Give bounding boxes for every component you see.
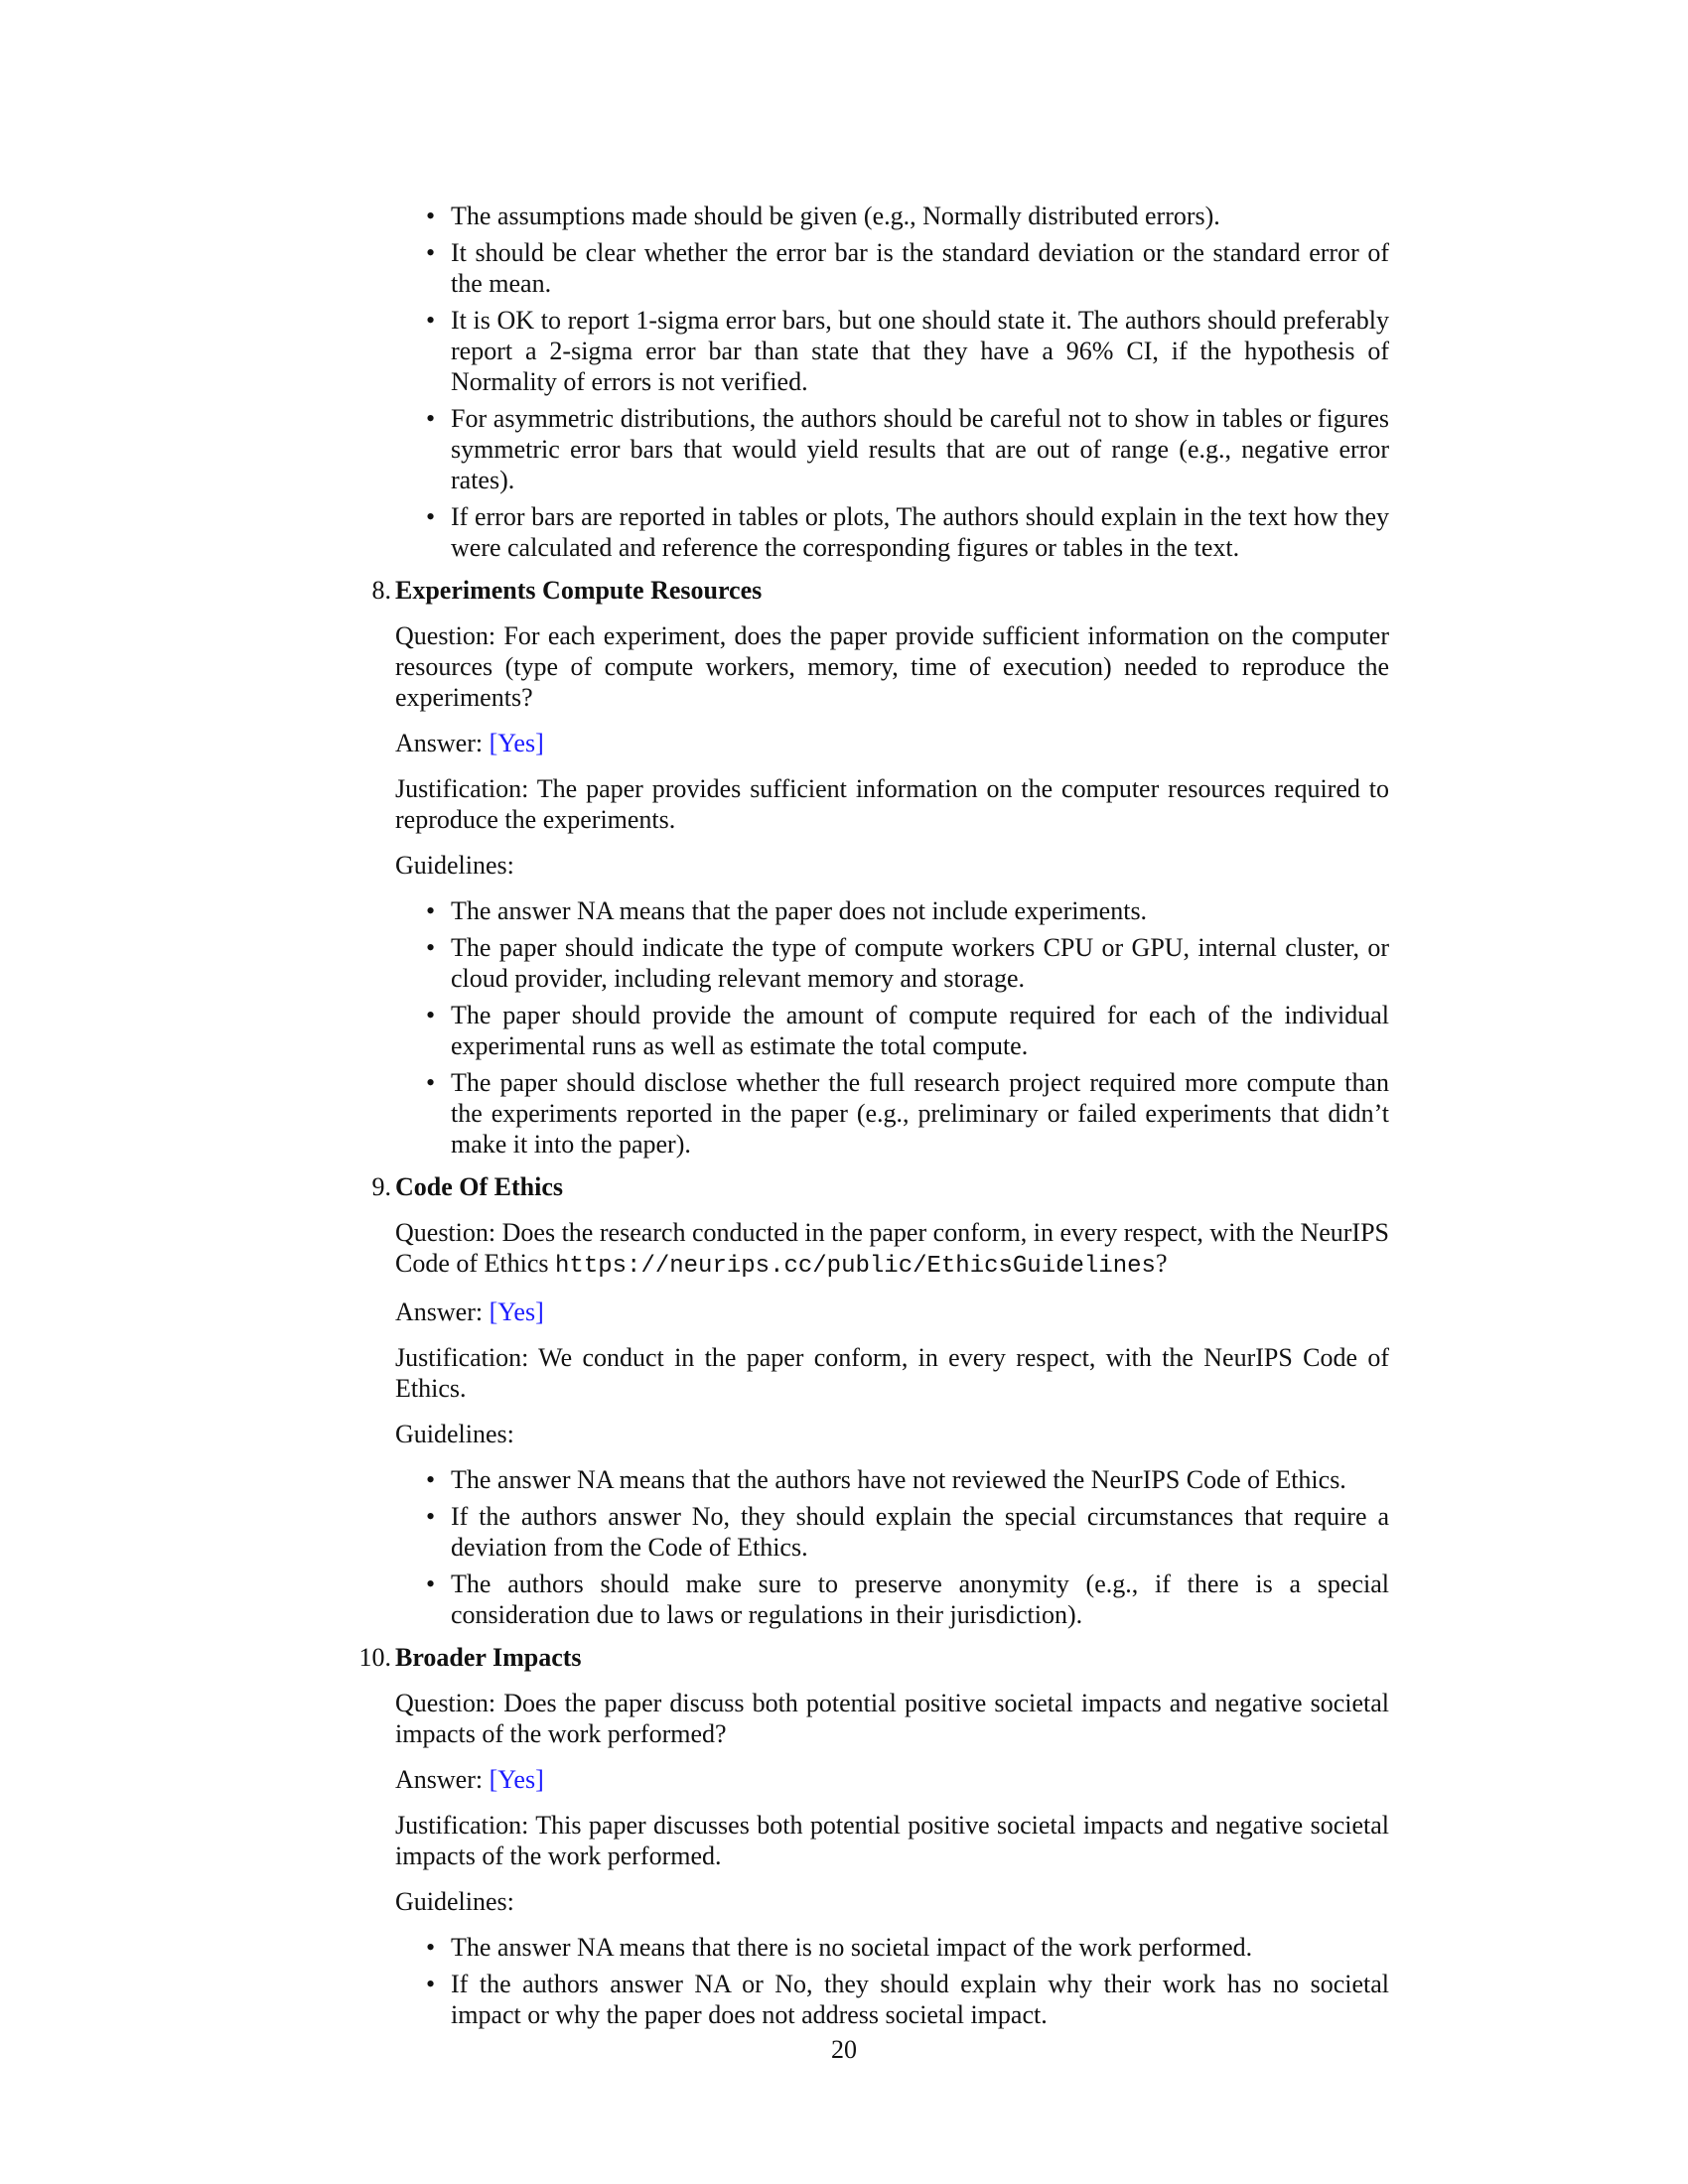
guidelines-label: Guidelines: bbox=[395, 1887, 514, 1916]
list-item: • It is OK to report 1-sigma error bars, but one should state it. The authors should preferably report a 2-sigma error bar than state that they have a 96% CI, if the hypothesis of Normality of errors is not verified. bbox=[451, 305, 1389, 397]
page-number: 20 bbox=[831, 2035, 857, 2064]
answer-label: Answer: bbox=[395, 729, 484, 757]
section-compute-resources bbox=[371, 575, 1389, 1160]
list-item: • If error bars are reported in tables or plots, The authors should explain in the text how they were calculated and reference the corresponding figures or tables in the text. bbox=[451, 501, 1389, 563]
guidelines-label: Guidelines: bbox=[395, 851, 514, 880]
answer-value-link[interactable]: [Yes] bbox=[489, 729, 544, 757]
section-broader-impacts bbox=[358, 1642, 1389, 2030]
guidelines-list bbox=[395, 1464, 1389, 1630]
section-heading bbox=[371, 1171, 1389, 1202]
list-item: • The answer NA means that the authors have not reviewed the NeurIPS Code of Ethics. bbox=[451, 1464, 1389, 1495]
answer-line bbox=[395, 1297, 1389, 1327]
list-item: • For asymmetric distributions, the authors should be careful not to show in tables or figures symmetric error bars that would yield results that are out of range (e.g., negative error rates). bbox=[451, 403, 1389, 495]
question-text: Question: For each experiment, does the paper provide sufficient information on the computer resources (type of compute workers, memory, time of execution) needed to reproduce the experiments? bbox=[395, 621, 1389, 712]
ethics-guidelines-url[interactable]: https://neurips.cc/public/EthicsGuidelines bbox=[555, 1253, 1156, 1280]
list-item: • The paper should provide the amount of compute required for each of the individual experimental runs as well as estimate the total compute. bbox=[451, 1000, 1389, 1061]
list-item: • The paper should indicate the type of compute workers CPU or GPU, internal cluster, or cloud provider, including relevant memory and storage. bbox=[451, 932, 1389, 994]
answer-value-link[interactable]: [Yes] bbox=[489, 1297, 544, 1326]
section-title: Experiments Compute Resources bbox=[395, 576, 763, 605]
guidelines-list bbox=[395, 1932, 1389, 2030]
list-item: • If the authors answer NA or No, they should explain why their work has no societal impact or why the paper does not address societal impact. bbox=[451, 1969, 1389, 2030]
answer-label: Answer: bbox=[395, 1297, 484, 1326]
list-item: • It should be clear whether the error bar is the standard deviation or the standard error of the mean. bbox=[451, 237, 1389, 299]
question-text: Question: Does the paper discuss both potential positive societal impacts and negative societal impacts of the work performed? bbox=[395, 1689, 1389, 1748]
section-number: 9. bbox=[371, 1172, 391, 1201]
answer-value-link[interactable]: [Yes] bbox=[489, 1765, 544, 1794]
page-content bbox=[358, 201, 1389, 2036]
guidelines-label: Guidelines: bbox=[395, 1420, 514, 1448]
answer-label: Answer: bbox=[395, 1765, 484, 1794]
guidelines-list bbox=[395, 895, 1389, 1160]
list-item: • The assumptions made should be given (e.g., Normally distributed errors). bbox=[451, 201, 1389, 231]
question-text bbox=[395, 1217, 1389, 1282]
section-number: 8. bbox=[371, 576, 391, 605]
list-item: • The paper should disclose whether the full research project required more compute than the experiments reported in the paper (e.g., preliminary or failed experiments that didn’t make it into the paper). bbox=[451, 1067, 1389, 1160]
question-prefix: Question: Does the research conducted in the paper conform, in every respect, with the NeurIPS Code of Ethics bbox=[395, 1218, 1389, 1278]
answer-line bbox=[395, 1764, 1389, 1795]
section-number: 10. bbox=[358, 1643, 391, 1672]
justification-text: Justification: We conduct in the paper conform, in every respect, with the NeurIPS Code of Ethics. bbox=[395, 1343, 1389, 1403]
list-item: • The answer NA means that the paper does not include experiments. bbox=[451, 895, 1389, 926]
justification-text: Justification: The paper provides sufficient information on the computer resources required to reproduce the experiments. bbox=[395, 774, 1389, 834]
error-bar-guidelines-list bbox=[395, 201, 1389, 563]
section-heading bbox=[358, 1642, 1389, 1673]
section-title: Code Of Ethics bbox=[395, 1172, 563, 1201]
list-item: • The authors should make sure to preserve anonymity (e.g., if there is a special consideration due to laws or regulations in their jurisdiction). bbox=[451, 1569, 1389, 1630]
section-code-of-ethics bbox=[371, 1171, 1389, 1630]
answer-line bbox=[395, 728, 1389, 758]
list-item: • The answer NA means that there is no societal impact of the work performed. bbox=[451, 1932, 1389, 1963]
question-suffix: ? bbox=[1155, 1249, 1168, 1278]
section-heading bbox=[371, 575, 1389, 606]
section-title: Broader Impacts bbox=[395, 1643, 582, 1672]
list-item: • If the authors answer No, they should explain the special circumstances that require a deviation from the Code of Ethics. bbox=[451, 1501, 1389, 1563]
justification-text: Justification: This paper discusses both potential positive societal impacts and negative societal impacts of the work performed. bbox=[395, 1811, 1389, 1870]
